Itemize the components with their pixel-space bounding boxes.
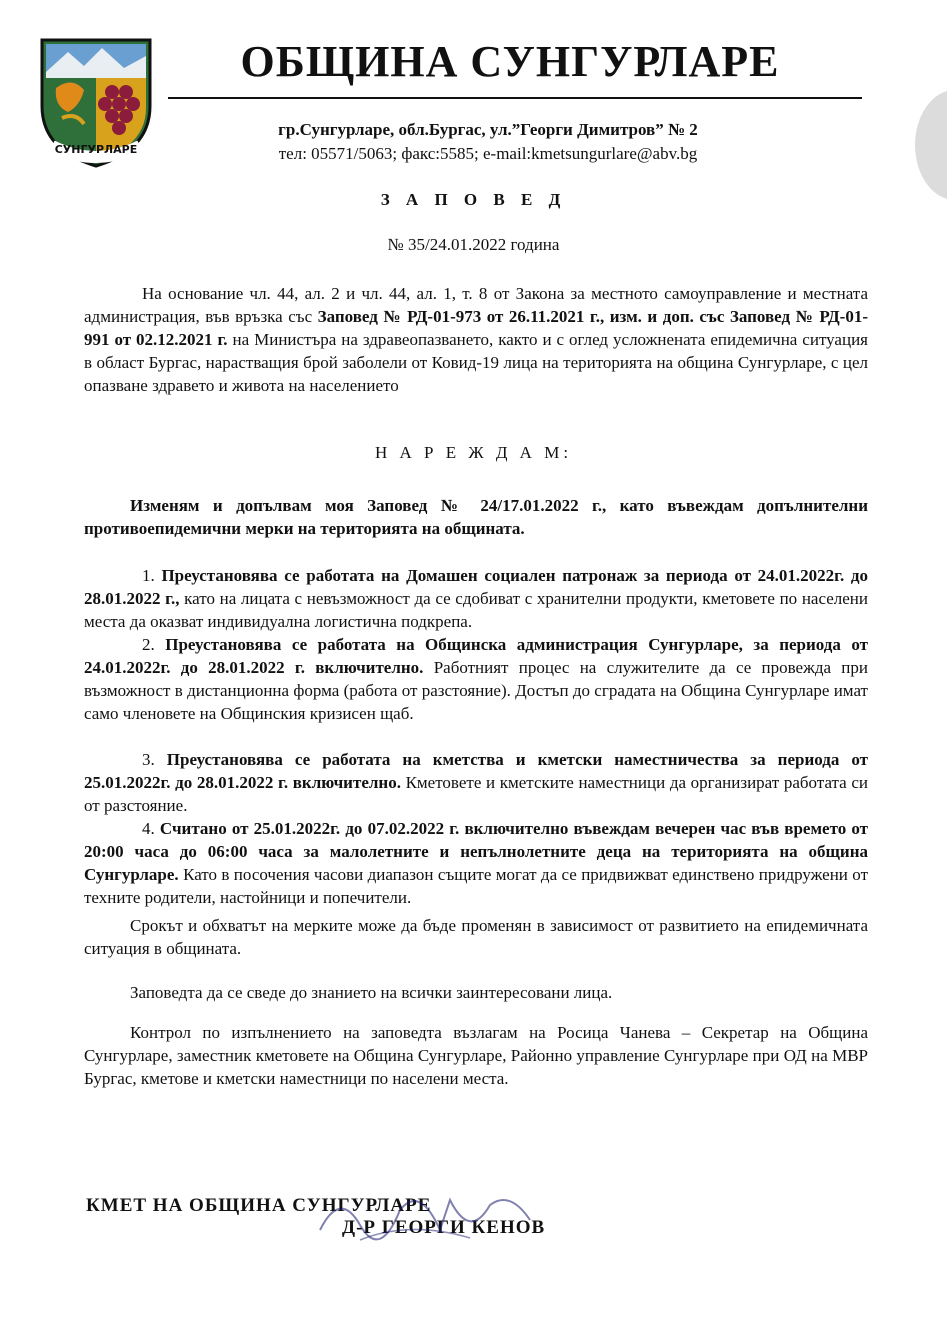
- floating-overlay-circle: [915, 90, 947, 200]
- preamble-bold: Заповед № РД-01-973 от 26.11.2021 г., изм. и доп. със Заповед № РД-01-991 от 02.12.2021 г.: [84, 307, 868, 349]
- document-type: З А П О В Е Д: [380, 190, 567, 209]
- item-number: 4.: [142, 819, 160, 838]
- order-item-4: [84, 817, 868, 909]
- document-number: № 35/24.01.2022 година: [387, 235, 560, 254]
- crest-text: СУНГУРЛАРЕ: [54, 143, 138, 156]
- item-text: Работният процес на служителите да се провежда при възможност в дистанционна форма (работа от разстояние). Достъп до сградата на Община Сунгурларе имат само членовете на Общинския кризисен щаб.: [84, 658, 868, 723]
- preamble-text-1: На основание чл. 44, ал. 2 и чл. 44, ал. 1, т. 8 от Закона за местното самоуправление и местната администрация, във връзка със: [84, 284, 868, 326]
- item-number: 1.: [142, 566, 162, 585]
- handwritten-signature: [300, 1180, 550, 1260]
- org-title: ОБЩИНА СУНГУРЛАРЕ: [240, 37, 780, 86]
- item-number: 3.: [142, 750, 167, 769]
- item-bold-text: Преустановява се работата на кметства и кметски наместничества за периода от 25.01.2022г. до 28.01.2022 г. включително.: [84, 750, 869, 792]
- item-text: като на лицата с невъзможност да се сдобиват с хранителни продукти, кметовете по населени места да оказват индивидуална логистична подкрепа.: [84, 589, 868, 631]
- preamble-text-2: на Министъра на здравеопазването, както и с оглед усложнената епидемична ситуация в област Бургас, нарастващия брой заболели от Ковид-19 лица на територията на община Сунгурларе, с цел опазване здравето и живота на населението: [84, 330, 868, 395]
- signature-title: КМЕТ НА ОБЩИНА СУНГУРЛАРЕ: [86, 1195, 432, 1216]
- header-divider: [168, 97, 862, 99]
- closing-paragraph-3: Контрол по изпълнението на заповедта възлагам на Росица Чанева – Секретар на Община Сунгурларе, заместник кметовете на Община Сунгурларе, Районно управление Сунгурларе при ОД на МВР Бургас, кметове и кметски наместници по населени места.: [84, 1023, 868, 1088]
- closing-paragraph-2: Заповедта да се сведе до знанието на всички заинтересовани лица.: [130, 983, 613, 1002]
- order-item-2: [84, 633, 868, 725]
- item-bold-text: Преустановява се работата на Общинска администрация Сунгурларе, за периода от 24.01.2022г. до 28.01.2022 г. включително.: [84, 635, 869, 677]
- intro-paragraph: Изменям и допълвам моя Заповед № 24/17.01.2022 г., като въвеждам допълнителни противоепидемични мерки на територията на общината.: [84, 496, 868, 538]
- org-contacts: тел: 05571/5063; факс:5585; e-mail:kmetsungurlare@abv.bg: [278, 144, 698, 163]
- item-number: 2.: [142, 635, 166, 654]
- order-item-1: [84, 564, 868, 633]
- item-bold-text: Преустановява се работата на Домашен социален патронаж за периода от 24.01.2022г. до 28.01.2022 г.,: [84, 566, 868, 608]
- municipality-crest: [32, 28, 160, 168]
- order-heading: Н А Р Е Ж Д А М:: [374, 443, 573, 462]
- item-text: Кметовете и кметските наместници да организират работата си от разстояние.: [84, 773, 869, 815]
- order-item-3: [84, 748, 868, 817]
- signature-name: Д-Р ГЕОРГИ КЕНОВ: [342, 1217, 546, 1238]
- preamble-paragraph: [84, 282, 868, 397]
- org-address: гр.Сунгурларе, обл.Бургас, ул.”Георги Димитров” № 2: [278, 120, 698, 139]
- item-bold-text: Считано от 25.01.2022г. до 07.02.2022 г. включително въвеждам вечерен час във времето от 20:00 часа до 06:00 часа за малолетните и непълнолетните деца на територията на община Сунгурларе.: [84, 819, 868, 884]
- item-text: Като в посочения часови диапазон същите могат да се придвижват единствено придружени от техните родители, настойници и попечители.: [84, 865, 868, 907]
- closing-paragraph-1: Срокът и обхватът на мерките може да бъде променян в зависимост от развитието на епидемичната ситуация в общината.: [84, 916, 868, 958]
